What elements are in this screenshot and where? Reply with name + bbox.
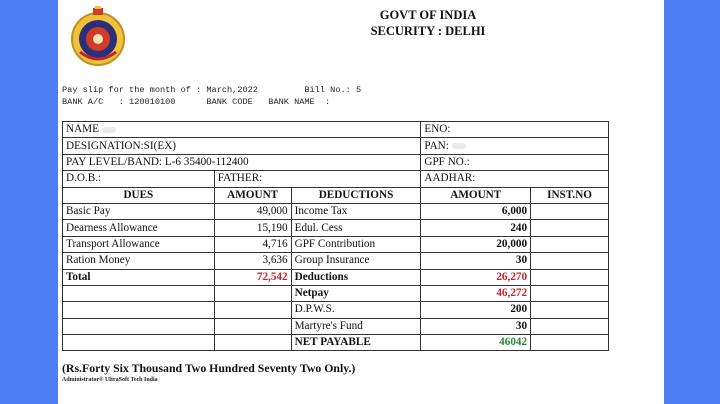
due-label: Ration Money [63,253,215,269]
aadhar-label: AADHAR: [421,171,609,187]
deduction-label: Edul. Cess [291,220,421,236]
deduction-amount: 20,000 [421,236,531,252]
father-label: FATHER: [214,171,421,187]
inst-no-cell [531,285,609,301]
table-row [63,285,609,301]
software-credit: Administrator® UltraSoft Tech India [62,377,158,383]
net-payable-label: NET PAYABLE [291,335,421,351]
amount-header: AMOUNT [421,187,531,203]
due-label: Basic Pay [63,203,215,219]
designation-label: DESIGNATION:SI(EX) [63,138,421,154]
deduction-amount: 200 [421,302,531,318]
netpay-amount: 46,272 [421,285,531,301]
net-payable-row [63,335,609,351]
department-title: SECURITY : DELHI [370,24,486,38]
deduction-amount: 30 [421,253,531,269]
total-row [63,269,609,285]
delhi-police-emblem-icon [66,6,130,68]
deductions-header: DEDUCTIONS [291,187,421,203]
name-label: NAME [66,123,99,136]
pay-level-label: PAY LEVEL/BAND: L-6 35400-112400 [63,154,421,170]
info-row [63,154,609,170]
deductions-total-amount: 26,270 [421,269,531,285]
deduction-amount: 6,000 [421,203,531,219]
redacted-value [452,143,466,149]
deduction-label: Martyre's Fund [291,318,421,334]
due-amount: 49,000 [214,203,291,219]
pay-slip-document [58,0,664,404]
empty-cell [214,302,291,318]
deduction-amount: 240 [421,220,531,236]
table-row [63,318,609,334]
inst-no-header: INST.NO [531,187,609,203]
due-amount: 15,190 [214,220,291,236]
netpay-label: Netpay [291,285,421,301]
info-row [63,138,609,154]
inst-no-cell [531,220,609,236]
deductions-total-label: Deductions [291,269,421,285]
deduction-amount: 30 [421,318,531,334]
inst-no-cell [531,335,609,351]
inst-no-cell [531,302,609,318]
total-label: Total [63,269,215,285]
info-row [63,171,609,187]
net-payable-amount: 46042 [421,335,531,351]
deduction-label: Group Insurance [291,253,421,269]
column-header-row [63,187,609,203]
amount-in-words: (Rs.Forty Six Thousand Two Hundred Seventy Two Only.) [62,361,356,375]
inst-no-cell [531,236,609,252]
govt-title: GOVT OF INDIA [379,8,477,22]
table-row [63,253,609,269]
redacted-value [102,127,116,133]
deduction-label: GPF Contribution [291,236,421,252]
empty-cell [63,335,215,351]
dob-label: D.O.B.: [63,171,215,187]
deduction-label: D.P.W.S. [291,302,421,318]
inst-no-cell [531,203,609,219]
empty-cell [214,318,291,334]
payslip-month-line: Pay slip for the month of : March,2022 Bill No.: 5 [62,85,362,95]
empty-cell [214,335,291,351]
pan-label: PAN: [424,139,449,152]
bank-details-line: BANK A/C : 120010100 BANK CODE BANK NAME : [62,97,331,107]
info-row [63,122,609,138]
empty-cell [63,318,215,334]
inst-no-cell [531,253,609,269]
inst-no-cell [531,269,609,285]
due-amount: 4,716 [214,236,291,252]
empty-cell [63,285,215,301]
eno-label: ENO: [421,122,609,138]
due-label: Transport Allowance [63,236,215,252]
total-amount: 72,542 [214,269,291,285]
table-row [63,203,609,219]
amount-header: AMOUNT [214,187,291,203]
gpf-label: GPF NO.: [421,154,609,170]
deduction-label: Income Tax [291,203,421,219]
table-row [63,220,609,236]
empty-cell [214,285,291,301]
due-amount: 3,636 [214,253,291,269]
table-row [63,302,609,318]
empty-cell [63,302,215,318]
dues-header: DUES [63,187,215,203]
payslip-table [62,121,609,351]
table-row [63,236,609,252]
inst-no-cell [531,318,609,334]
due-label: Dearness Allowance [63,220,215,236]
